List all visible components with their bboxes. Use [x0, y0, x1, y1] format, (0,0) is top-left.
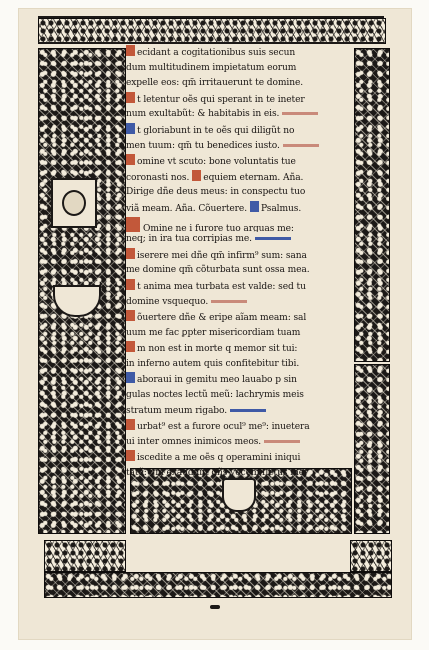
text-line — [126, 232, 348, 248]
text-line — [126, 388, 348, 404]
rubricated-initial — [126, 248, 135, 259]
text-line — [126, 450, 348, 466]
text-line — [126, 419, 348, 435]
line-text: Dirige dñe deus meus: in conspectu tuo — [126, 187, 306, 198]
text-line — [126, 107, 348, 123]
text-line — [126, 61, 348, 77]
line-filler — [264, 440, 300, 443]
text-line — [126, 341, 348, 357]
right-border-lower — [354, 364, 390, 534]
text-line — [126, 76, 348, 92]
rubricated-initial — [126, 341, 135, 352]
rubricated-initial — [126, 372, 135, 383]
rubricated-initial — [126, 310, 135, 321]
line-text: expelle eos: qm̃ irritauerunt te domine. — [126, 78, 304, 89]
text-line — [126, 435, 348, 451]
line-text: omine vt scuto: bone voluntatis tue — [137, 157, 296, 168]
line-text: ui inter omnes inimicos meos. — [126, 436, 262, 447]
bottom-frieze-right — [350, 540, 392, 572]
top-rule-lower — [38, 42, 384, 44]
rubricated-initial — [126, 217, 140, 233]
line-text: in inferno autem quis confitebitur tibi. — [126, 358, 300, 369]
line-text: aboraui in gemitu meo lauabo p sin — [137, 375, 297, 386]
line-text: m non est in morte q memor sit tui: — [137, 344, 298, 355]
line-filler — [282, 112, 318, 115]
top-rule — [38, 16, 384, 18]
line-text: equiem eternam. Aña. — [203, 172, 304, 183]
text-line — [126, 263, 348, 279]
text-line — [126, 217, 348, 233]
bottom-frieze-left — [44, 540, 126, 572]
text-line — [126, 295, 348, 311]
line-filler — [230, 409, 266, 412]
text-line — [126, 466, 348, 482]
text-line — [126, 170, 348, 186]
rubricated-initial — [126, 123, 135, 134]
text-line — [126, 248, 348, 264]
line-filler — [255, 237, 291, 240]
line-text: urbat⁹ est a furore ocul⁹ me⁹: inuetera — [137, 422, 310, 433]
rubricated-initial — [126, 154, 135, 165]
rubricated-initial — [250, 201, 259, 212]
line-text: iscedite a me oẽs q operamini iniqui — [137, 453, 301, 464]
vase-ornament — [222, 478, 256, 512]
line-text: t anima mea turbata est valde: sed tu — [137, 281, 306, 292]
right-border-upper — [354, 48, 390, 362]
line-text: dum multitudinem impietatum eorum — [126, 62, 297, 73]
rubricated-initial — [126, 419, 135, 430]
line-text: iserere mei dñe qm̃ infirm⁹ sum: sana — [137, 250, 307, 261]
bottom-border-band — [44, 572, 392, 598]
text-line — [126, 357, 348, 373]
line-text: ecidant a cogitationibus suis secun — [137, 48, 296, 58]
line-text: men tuum: qm̃ tu benedices iusto. — [126, 140, 280, 151]
text-line — [126, 154, 348, 170]
line-text: tatẽ: qm̃ exaudiuit dñs vocem fletus mei — [126, 468, 307, 479]
text-line — [126, 310, 348, 326]
text-line — [126, 201, 348, 217]
text-line — [126, 139, 348, 155]
line-text: õuertere dñe & eripe aĩam meam: sal — [137, 313, 307, 324]
text-line — [126, 404, 348, 420]
line-filler — [283, 144, 319, 147]
line-text: stratum meum rigabo. — [126, 405, 228, 416]
text-line — [126, 45, 348, 61]
rubricated-initial — [126, 450, 135, 461]
text-line — [126, 92, 348, 108]
portrait-face-icon — [62, 190, 86, 216]
rubricated-initial — [126, 279, 135, 290]
line-text: coronasti nos. — [126, 172, 190, 183]
line-text: domine vsquequo. — [126, 296, 209, 307]
line-text: t letentur oẽs qui sperant in te ineter — [137, 94, 305, 105]
text-line — [126, 326, 348, 342]
catch-mark — [210, 605, 220, 609]
medallion-portrait — [51, 178, 97, 228]
line-text: viã meam. Aña. Cõuertere. — [126, 203, 247, 214]
line-text: me domine qm̃ cõturbata sunt ossa mea. — [126, 265, 310, 276]
text-block — [126, 45, 348, 482]
rubricated-initial — [126, 45, 135, 56]
line-text: Psalmus. — [261, 203, 302, 214]
line-text: uum me fac ꝑpter misericordiam tuam — [126, 327, 301, 338]
text-line — [126, 279, 348, 295]
rubricated-initial — [192, 170, 201, 181]
text-line — [126, 372, 348, 388]
line-text: num exultabũt: & habitabis in eis. — [126, 109, 280, 120]
line-text: neq; in ira tua corripias me. — [126, 234, 252, 245]
text-line — [126, 185, 348, 201]
rubricated-initial — [126, 92, 135, 103]
line-text: gulas noctes lectũ meũ: lachrymis meis — [126, 390, 304, 401]
line-text: Omine ne i furore tuo arguas me: — [143, 223, 294, 233]
text-line — [126, 123, 348, 139]
line-filler — [211, 300, 247, 303]
line-text: t gloriabunt in te oẽs qui diligũt no — [137, 125, 295, 136]
top-border-frieze — [38, 18, 386, 44]
